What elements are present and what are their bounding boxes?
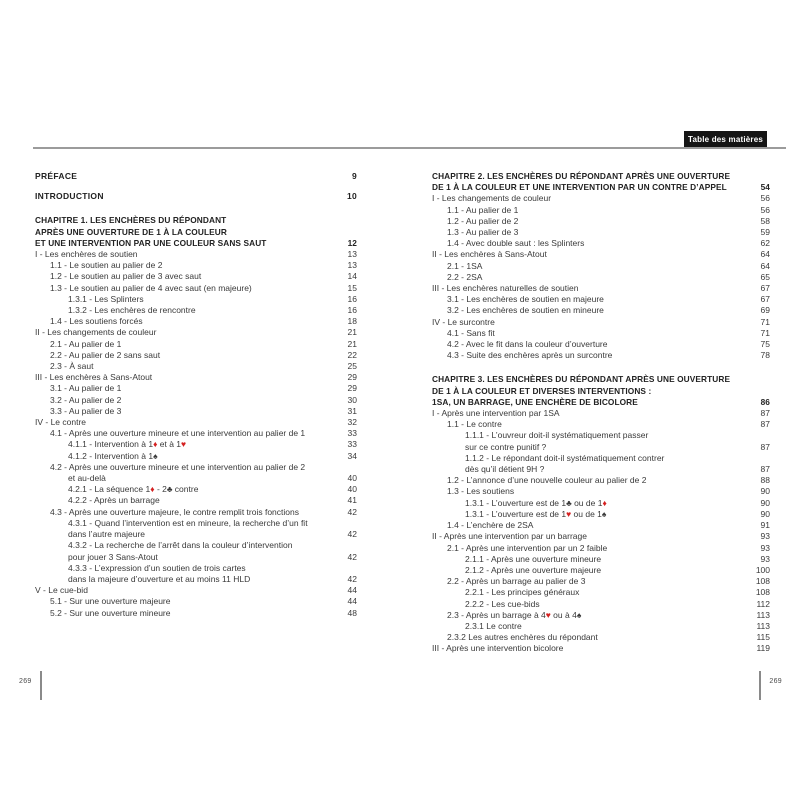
entry-page-number: 90 [760,486,770,497]
spade-icon: ♠ [576,609,582,620]
toc-entry [432,350,770,361]
section-badge [684,131,767,148]
toc-entry [35,529,357,540]
toc-entry [35,574,357,585]
toc-entry [35,305,357,316]
entry-label: 4.3.1 - Quand l’intervention est en mineure, la recherche d’un fit [68,517,308,528]
toc-entry [432,576,770,587]
footer-divider [759,671,761,700]
entry-label: 4.2.1 - La séquence 1♦ - 2♣ contre [68,484,199,495]
entry-page-number: 93 [760,542,770,553]
entry-label: 1.3 - Le soutien au palier de 4 avec saut (en majeure) [50,282,252,293]
entry-page-number: 40 [347,484,357,495]
entry-label: 1.1.1 - L’ouvreur doit-il systématiquement passer [465,430,649,441]
entry-label: 2.2 - Après un barrage au palier de 3 [447,576,586,587]
entry-label: dans la majeure d’ouverture et au moins 11 HLD [68,573,251,584]
toc-front-item [35,191,357,202]
toc-entry [35,350,357,361]
toc-entry [432,498,770,509]
toc-entry [432,520,770,531]
entry-label: 4.1.2 - Intervention à 1♠ [68,450,158,461]
entry-label: APRÈS UNE OUVERTURE DE 1 À LA COULEUR [35,226,227,237]
toc-entry [432,419,770,430]
footer-left [19,671,42,700]
toc-entry [432,430,770,441]
entry-page-number: 22 [347,349,357,360]
toc-entry [432,610,770,621]
club-icon: ♣ [566,497,572,508]
chapter-heading [35,215,357,249]
entry-page-number: 67 [760,294,770,305]
entry-page-number: 113 [756,620,770,631]
entry-page-number: 115 [756,632,770,643]
toc-entry [432,475,770,486]
entry-label: V - Le cue-bid [35,585,88,596]
toc-entry [35,428,357,439]
toc-entry [432,328,770,339]
toc-entry [432,632,770,643]
toc-entry [432,531,770,542]
toc-column-left [35,171,357,619]
toc-entry [35,417,357,428]
entry-label: 5.2 - Sur une ouverture mineure [50,607,171,618]
toc-entry [35,596,357,607]
entry-page-number: 13 [347,249,357,260]
entry-page-number: 40 [347,473,357,484]
toc-entry [432,283,770,294]
entry-label: 4.2 - Avec le fit dans la couleur d’ouverture [447,339,608,350]
entry-label: 2.3.1 Le contre [465,620,522,631]
entry-label: 2.2 - Au palier de 2 sans saut [50,349,161,360]
entry-page-number: 21 [347,327,357,338]
entry-label: 4.3 - Après une ouverture majeure, le contre remplit trois fonctions [50,506,299,517]
chapter-title-line [35,238,357,249]
toc-entry [35,294,357,305]
entry-label: 3.1 - Les enchères de soutien en majeure [447,294,604,305]
toc-entry [35,271,357,282]
toc-entry [35,451,357,462]
entry-label: DE 1 À LA COULEUR ET DIVERSES INTERVENTIONS : [432,385,652,396]
entry-label: 2.3 - À saut [50,361,94,372]
entry-page-number: 42 [347,529,357,540]
entry-label: ET UNE INTERVENTION PAR UNE COULEUR SANS SAUT [35,237,267,248]
toc-entry [35,462,357,473]
entry-label: 1.3 - Au palier de 3 [447,227,519,238]
entry-label: 1SA, UN BARRAGE, UNE ENCHÈRE DE BICOLORE [432,396,638,407]
toc-entry [35,327,357,338]
toc-entry [432,453,770,464]
entry-label: dès qu’il détient 9H ? [465,464,545,475]
toc-entry [432,294,770,305]
toc-entry [432,238,770,249]
toc-entry [432,261,770,272]
entry-page-number: 33 [347,428,357,439]
entry-label: 4.2.2 - Après un barrage [68,495,160,506]
spade-icon: ♠ [153,450,158,461]
footer-divider [40,671,42,700]
club-icon: ♣ [166,484,173,495]
heart-icon: ♥ [566,508,572,519]
toc-entry [35,563,357,574]
entry-label: 2.3.2 Les autres enchères du répondant [447,632,598,643]
chapter-title-line [432,397,770,408]
entry-page-number: 91 [760,520,770,531]
entry-page-number: 21 [347,338,357,349]
toc-entry [35,260,357,271]
toc-entry [432,305,770,316]
entry-label: 1.1 - Le soutien au palier de 2 [50,260,163,271]
entry-label: 4.2 - Après une ouverture mineure et une intervention au palier de 2 [50,461,306,472]
entry-label: CHAPITRE 2. LES ENCHÈRES DU RÉPONDANT APRÈS UNE OUVERTURE [432,171,731,181]
toc-entry [432,216,770,227]
toc-entry [432,464,770,475]
entry-label: 1.1.2 - Le répondant doit-il systématiquement contrer [465,452,665,463]
entry-label: 1.3.1 - L’ouverture est de 1♥ ou de 1♠ [465,508,607,519]
toc-entry [432,193,770,204]
diamond-icon: ♦ [602,497,607,508]
toc-entry [432,317,770,328]
entry-label: et au-delà [68,473,106,484]
toc-entry [432,599,770,610]
entry-label: II - Les changements de couleur [35,327,157,338]
chapter-heading [432,171,770,193]
toc-entry [35,406,357,417]
entry-label: 2.2.2 - Les cue-bids [465,598,540,609]
entry-page-number: 44 [347,596,357,607]
toc-entry [35,316,357,327]
spade-icon: ♠ [601,508,607,519]
entry-page-number: 56 [760,204,770,215]
entry-label: 3.2 - Au palier de 2 [50,394,122,405]
entry-page-number: 58 [760,215,770,226]
toc-entry [35,585,357,596]
entry-label: 3.1 - Au palier de 1 [50,383,122,394]
toc-entry [35,383,357,394]
entry-page-number: 64 [760,249,770,260]
entry-page-number: 69 [760,305,770,316]
entry-label: III - Après une intervention bicolore [432,643,564,654]
diamond-icon: ♦ [153,439,158,450]
toc-entry [432,408,770,419]
entry-label: 1.3.2 - Les enchères de rencontre [68,305,196,316]
entry-label: 2.3 - Après un barrage à 4♥ ou à 4♠ [447,609,582,620]
entry-label: III - Les enchères naturelles de soutien [432,283,579,294]
entry-label: 1.1 - Au palier de 1 [447,204,519,215]
entry-page-number: 87 [760,464,770,475]
entry-page-number: 62 [760,238,770,249]
entry-page-number: 16 [347,293,357,304]
entry-page-number: 87 [760,441,770,452]
toc-entry [35,439,357,450]
entry-page-number: 13 [347,260,357,271]
toc-entry [35,552,357,563]
entry-label: IV - Le surcontre [432,316,495,327]
entry-page-number: 86 [760,396,770,407]
entry-label: 2.1 - Au palier de 1 [50,338,122,349]
entry-label: 4.1 - Après une ouverture mineure et une intervention au palier de 1 [50,428,306,439]
entry-label: sur ce contre punitif ? [465,441,547,452]
toc-entry [35,372,357,383]
entry-page-number: 54 [760,182,770,193]
entry-page-number: 93 [760,553,770,564]
toc-entry [432,543,770,554]
entry-label: 1.3.1 - L’ouverture est de 1♣ ou de 1♦ [465,497,607,508]
entry-page-number: 88 [760,475,770,486]
entry-label: 4.1 - Sans fit [447,327,495,338]
entry-page-number: 71 [760,327,770,338]
toc-entry [432,227,770,238]
entry-label: I - Après une intervention par 1SA [432,408,560,419]
toc-entry [432,587,770,598]
entry-label: I - Les changements de couleur [432,193,552,204]
toc-entry [35,608,357,619]
toc-entry [35,361,357,372]
entry-label: 2.2 - 2SA [447,271,483,282]
entry-page-number: 78 [760,350,770,361]
entry-page-number: 87 [760,419,770,430]
toc-front-item [35,171,357,182]
entry-label: 3.3 - Au palier de 3 [50,405,122,416]
entry-page-number: 42 [347,573,357,584]
entry-label: pour jouer 3 Sans-Atout [68,551,158,562]
entry-page-number: 119 [756,643,770,654]
toc-entry [432,509,770,520]
toc-entry [432,486,770,497]
toc-entry [35,495,357,506]
entry-label: CHAPITRE 1. LES ENCHÈRES DU RÉPONDANT [35,215,227,226]
entry-label: 5.1 - Sur une ouverture majeure [50,596,171,607]
entry-page-number: 71 [760,316,770,327]
toc-entry [35,473,357,484]
toc-entry [35,518,357,529]
entry-label: 4.3.2 - La recherche de l’arrêt dans la couleur d’intervention [68,540,293,551]
entry-label: 3.2 - Les enchères de soutien en mineure [447,305,604,316]
entry-page-number: 18 [347,316,357,327]
entry-page-number: 112 [756,598,770,609]
entry-page-number: 9 [351,171,357,181]
toc-entry [35,249,357,260]
entry-label: III - Les enchères à Sans-Atout [35,372,153,383]
entry-label: INTRODUCTION [35,191,104,202]
entry-page-number: 93 [760,531,770,542]
entry-page-number: 87 [760,408,770,419]
toc-entry [432,442,770,453]
entry-page-number: 64 [760,260,770,271]
toc-entry [35,339,357,350]
entry-page-number: 31 [347,405,357,416]
diamond-icon: ♦ [150,484,155,495]
entry-label: II - Après une intervention par un barrage [432,531,587,542]
entry-label: 1.4 - Les soutiens forcés [50,316,143,327]
entry-page-number: 29 [347,383,357,394]
chapter-title-line [35,215,357,226]
entry-label: 2.1 - Après une intervention par un 2 faible [447,542,608,553]
heart-icon: ♥ [545,609,551,620]
page-number: 269 [769,678,782,685]
entry-label: 1.3 - Les soutiens [447,486,515,497]
toc-entry [35,507,357,518]
entry-page-number: 16 [347,305,357,316]
footer-right [759,671,782,700]
entry-page-number: 65 [760,271,770,282]
toc-entry [35,484,357,495]
section-badge-label: Table des matières [687,135,764,144]
entry-page-number: 34 [347,450,357,461]
entry-page-number: 90 [760,497,770,508]
entry-label: DE 1 À LA COULEUR ET UNE INTERVENTION PAR UN CONTRE D’APPEL [432,182,727,193]
entry-label: 2.2.1 - Les principes généraux [465,587,580,598]
entry-label: CHAPITRE 3. LES ENCHÈRES DU RÉPONDANT APRÈS UNE OUVERTURE [432,374,731,385]
entry-label: 1.2 - L’annonce d’une nouvelle couleur au palier de 2 [447,475,647,486]
heart-icon: ♥ [181,439,187,450]
toc-entry [432,643,770,654]
entry-page-number: 56 [760,193,770,204]
entry-page-number: 32 [347,417,357,428]
entry-label: IV - Le contre [35,417,87,428]
toc-entry [432,621,770,632]
entry-page-number: 41 [347,495,357,506]
entry-page-number: 75 [760,339,770,350]
toc-entry [432,554,770,565]
toc-entry [35,395,357,406]
toc-entry [432,339,770,350]
entry-label: 2.1.1 - Après une ouverture mineure [465,553,602,564]
entry-page-number: 100 [755,564,770,575]
entry-page-number: 14 [347,271,357,282]
entry-page-number: 42 [347,551,357,562]
entry-page-number: 113 [756,609,770,620]
toc-entry [432,205,770,216]
entry-label: I - Les enchères de soutien [35,249,138,260]
header-rule [33,147,786,149]
entry-label: 2.1.2 - Après une ouverture majeure [465,564,602,575]
entry-page-number: 90 [760,508,770,519]
entry-label: 1.4 - Avec double saut : les Splinters [447,238,585,249]
entry-page-number: 29 [347,372,357,383]
entry-page-number: 15 [347,282,357,293]
entry-page-number: 42 [347,506,357,517]
entry-page-number: 44 [347,585,357,596]
entry-label: 4.3.3 - L’expression d’un soutien de trois cartes [68,562,246,573]
entry-label: 1.3.1 - Les Splinters [68,293,144,304]
entry-label: dans l’autre majeure [68,529,146,540]
chapter-heading [432,374,770,408]
entry-page-number: 48 [347,607,357,618]
entry-page-number: 25 [347,361,357,372]
toc-entry [432,565,770,576]
entry-page-number: 33 [347,439,357,450]
entry-page-number: 59 [760,227,770,238]
entry-label: 4.1.1 - Intervention à 1♦ et à 1♥ [68,439,187,450]
entry-label: 1.2 - Au palier de 2 [447,215,519,226]
entry-label: 4.3 - Suite des enchères après un surcontre [447,350,613,361]
entry-label: 1.4 - L’enchère de 2SA [447,520,534,531]
entry-label: II - Les enchères à Sans-Atout [432,249,547,260]
entry-page-number: 67 [760,283,770,294]
toc-entry [35,540,357,551]
page-number: 269 [19,678,32,685]
entry-page-number: 108 [755,587,770,598]
entry-page-number: 30 [347,394,357,405]
chapter-title-line [432,386,770,397]
toc-entry [35,283,357,294]
entry-page-number: 108 [755,576,770,587]
toc-column-right [432,171,770,655]
chapter-title-line [432,374,770,385]
entry-label: 1.1 - Le contre [447,419,502,430]
chapter-title-line [432,171,770,182]
entry-label: PRÉFACE [35,171,78,181]
entry-label: 2.1 - 1SA [447,260,483,271]
entry-page-number: 12 [347,237,357,248]
chapter-title-line [432,182,770,193]
chapter-title-line [35,227,357,238]
entry-page-number: 10 [346,191,357,202]
entry-label: 1.2 - Le soutien au palier de 3 avec saut [50,271,202,282]
toc-entry [432,249,770,260]
toc-entry [432,272,770,283]
